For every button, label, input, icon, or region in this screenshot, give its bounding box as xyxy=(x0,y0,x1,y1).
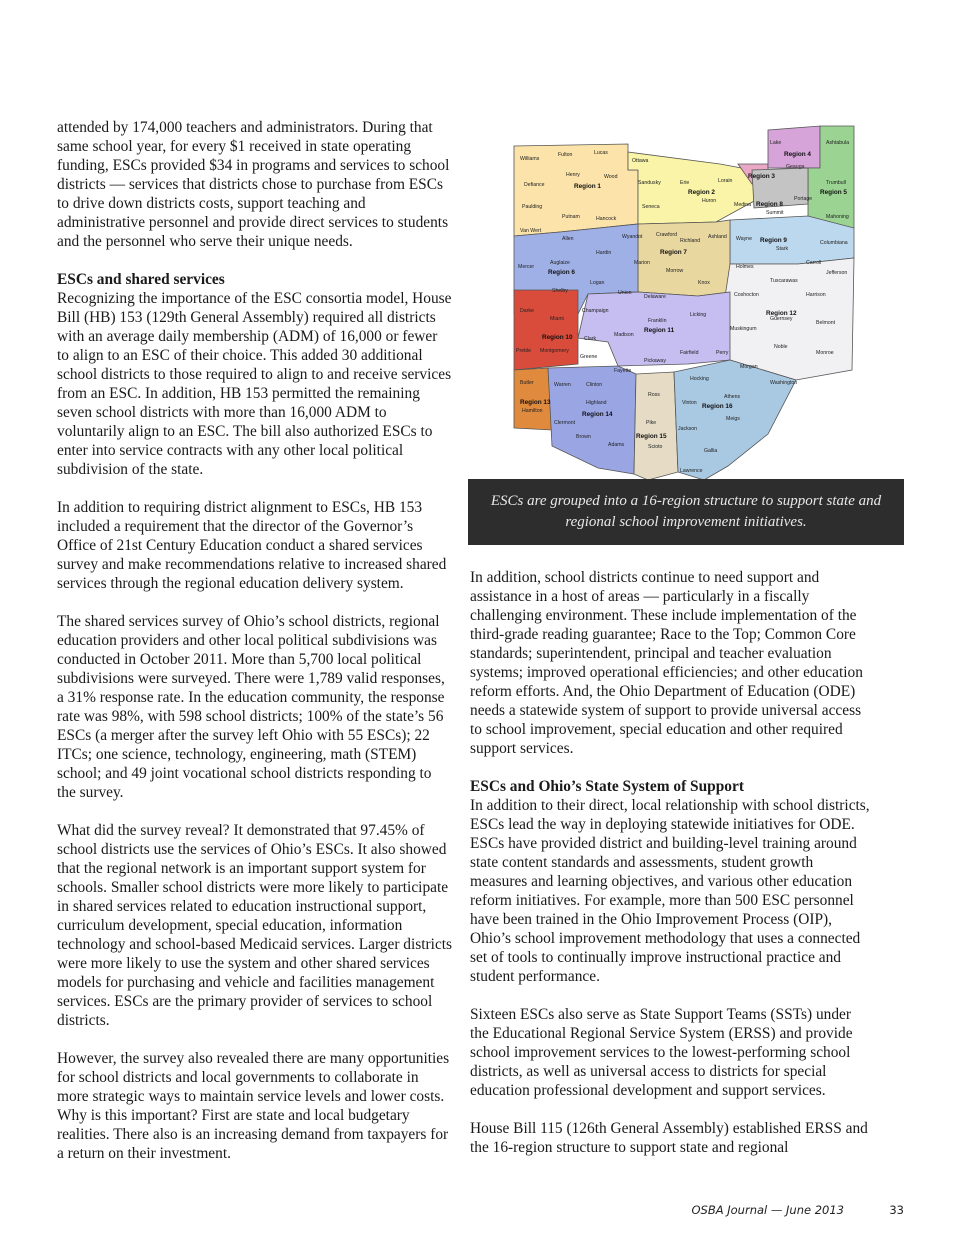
county-label: Wayne xyxy=(736,236,752,242)
region-label: Region 9 xyxy=(760,237,787,244)
county-label: Muskingum xyxy=(730,326,757,332)
county-label: Erie xyxy=(680,180,690,186)
county-label: Trumbull xyxy=(826,180,846,186)
county-label: Union xyxy=(618,290,632,296)
county-label: Guernsey xyxy=(770,316,793,322)
county-label: Coshocton xyxy=(734,292,759,298)
region-label: Region 1 xyxy=(574,183,601,190)
county-label: Carroll xyxy=(806,260,822,266)
county-label: Jefferson xyxy=(826,270,848,276)
county-label: Geauga xyxy=(786,164,805,170)
county-label: Ashtabula xyxy=(826,140,850,146)
county-label: Van Wert xyxy=(520,228,542,234)
county-label: Brown xyxy=(576,434,591,440)
county-label: Hancock xyxy=(596,216,617,222)
county-label: Clark xyxy=(584,336,597,342)
region-label: Region 12 xyxy=(766,310,797,317)
region-label: Region 10 xyxy=(542,334,573,341)
county-label: Noble xyxy=(774,344,788,350)
county-label: Auglaize xyxy=(550,260,570,266)
county-label: Jackson xyxy=(678,426,698,432)
county-label: Fairfield xyxy=(680,350,699,356)
figure-caption: ESCs are grouped into a 16-region structure to support state and regional school improvement initiatives. xyxy=(468,479,904,545)
region-label: Region 14 xyxy=(582,411,613,418)
county-label: Putnam xyxy=(562,214,580,220)
county-label: Perry xyxy=(716,350,729,356)
county-label: Medina xyxy=(734,202,752,208)
county-label: Montgomery xyxy=(540,348,569,354)
county-label: Portage xyxy=(794,196,813,202)
county-label: Hamilton xyxy=(522,408,543,414)
county-label: Hocking xyxy=(690,376,709,382)
paragraph: Recognizing the importance of the ESC consortia model, House Bill (HB) 153 (129th General Assembly) required all districts with an average daily membership (ADM) of 16,000 or fewer to align to an ESC of their choice. This added 30 additional school districts to those required to align to and receive services from an ESC. In addition, HB 153 permitted the remaining seven school districts with more than 16,000 ADM to voluntarily align to an ESC. The bill also authorized ESCs to enter into service contracts with any other local political subdivision of the state. xyxy=(57,290,452,478)
county-label: Columbiana xyxy=(820,240,848,246)
paragraph: However, the survey also revealed there are many opportunities for school districts and local governments to collaborate in more strategic ways to maintain service levels and lower costs. Why is this important? First are state and local budgetary realities. There also is an increasing demand from taxpayers for a return on their investment. xyxy=(57,1050,450,1162)
county-label: Greene xyxy=(580,354,598,360)
region-label: Region 16 xyxy=(702,403,733,410)
paragraph: In addition, school districts continue to need support and assistance in a host of areas — particularly in a fiscally challenging environment. These include implementation of the third-grade reading guarantee; Race to the Top; Common Core standards; superintendent, principal and teacher evaluation systems; improved operational efficiencies; and other education reform efforts. And, the Ohio Department of Education (ODE) needs a statewide system of support to provide universal access to school improvement, special education and other required support services. xyxy=(470,569,863,757)
paragraph: What did the survey reveal? It demonstrated that 97.45% of school districts use the services of Ohio’s ESCs. It also showed that the regional network is an important support system for schools. Smaller school districts were more likely to participate in shared services related to education instructional support, curriculum development, special education, information technology and school-based Medicaid services. Larger districts were more likely to use the system and other shared services models for purchasing and vehicle and facilities management services. ESCs are the primary provider of services to school districts. xyxy=(57,822,453,1029)
county-label: Clermont xyxy=(554,420,576,426)
county-label: Delaware xyxy=(644,294,666,300)
county-label: Ottawa xyxy=(632,158,649,164)
county-label: Harrison xyxy=(806,292,826,298)
county-label: Lawrence xyxy=(680,468,703,474)
county-label: Defiance xyxy=(524,182,545,188)
ohio-region-map xyxy=(468,124,904,479)
county-label: Darke xyxy=(520,308,534,314)
region-4-area xyxy=(768,126,820,168)
county-label: Preble xyxy=(516,348,531,354)
county-label: Licking xyxy=(690,312,707,318)
county-label: Franklin xyxy=(648,318,667,324)
region-label: Region 15 xyxy=(636,433,667,440)
county-label: Mercer xyxy=(518,264,535,270)
county-label: Morrow xyxy=(666,268,684,274)
county-label: Butler xyxy=(520,380,534,386)
region-label: Region 2 xyxy=(688,189,715,196)
county-label: Knox xyxy=(698,280,710,286)
county-label: Miami xyxy=(550,316,564,322)
page-number: 33 xyxy=(889,1203,904,1217)
county-label: Gallia xyxy=(704,448,718,454)
section-heading: ESCs and Ohio’s State System of Support xyxy=(470,778,744,795)
county-label: Highland xyxy=(586,400,607,406)
county-label: Paulding xyxy=(522,204,543,210)
region-7-area xyxy=(638,220,730,296)
county-label: Stark xyxy=(776,246,789,252)
county-label: Adams xyxy=(608,442,625,448)
page-footer xyxy=(0,1200,960,1220)
county-label: Pickaway xyxy=(644,358,666,364)
region-10-area xyxy=(514,290,578,370)
county-label: Monroe xyxy=(816,350,834,356)
right-column xyxy=(470,568,870,1176)
county-label: Fulton xyxy=(558,152,573,158)
county-label: Seneca xyxy=(642,204,660,210)
region-label: Region 11 xyxy=(644,327,675,334)
region-label: Region 6 xyxy=(548,269,575,276)
county-label: Fayette xyxy=(614,368,632,374)
county-label: Shelby xyxy=(552,288,568,294)
region-label: Region 8 xyxy=(756,201,783,208)
paragraph: attended by 174,000 teachers and administrators. During that same school year, for every $1 received in state operating funding, ESCs provided $34 in programs and services to school districts — services that districts chose to purchase from ESCs to drive down districts costs, support teaching and administrative personnel and provide direct services to students and the personnel who serve their unique needs. xyxy=(57,119,450,250)
county-label: Summit xyxy=(766,210,784,216)
county-label: Meigs xyxy=(726,416,740,422)
region-label: Region 3 xyxy=(748,173,775,180)
county-label: Vinton xyxy=(682,400,697,406)
county-label: Henry xyxy=(566,172,580,178)
section-heading: ESCs and shared services xyxy=(57,271,225,288)
county-label: Mahoning xyxy=(826,214,849,220)
county-label: Ross xyxy=(648,392,660,398)
paragraph: The shared services survey of Ohio’s school districts, regional education providers and other local political subdivisions was conducted in October 2011. More than 5,700 local political subdivisions were surveyed. There were 1,789 valid responses, a 31% response rate. In the education community, the response rate was 98%, with 598 school districts; 100% of the state’s 56 ESCs (a merger after the survey left Ohio with 55 ESCs); 22 ITCs; one science, technology, engineering, math (STEM) school; and 49 joint vocational school districts responding to the survey. xyxy=(57,613,445,801)
county-label: Scioto xyxy=(648,444,663,450)
paragraph: In addition to requiring district alignment to ESCs, HB 153 included a requirement that the director of the Governor’s Office of 21st Century Education conduct a shared services survey and make recommendations relative to increased shared services through the regional education delivery system. xyxy=(57,499,447,592)
region-label: Region 5 xyxy=(820,189,847,196)
county-label: Belmont xyxy=(816,320,836,326)
county-label: Logan xyxy=(590,280,605,286)
region-label: Region 13 xyxy=(520,399,551,406)
county-label: Hardin xyxy=(596,250,612,256)
journal-title: OSBA Journal — June 2013 xyxy=(691,1203,844,1217)
county-label: Champaign xyxy=(582,308,609,314)
county-label: Williams xyxy=(520,156,540,162)
region-label: Region 4 xyxy=(784,151,811,158)
county-label: Lake xyxy=(770,140,782,146)
ohio-region-map-figure xyxy=(468,124,904,545)
paragraph: House Bill 115 (126th General Assembly) established ERSS and the 16-region structure to support state and regional xyxy=(470,1120,868,1156)
paragraph: In addition to their direct, local relationship with school districts, ESCs lead the way in deploying statewide initiatives for ODE. ESCs have provided district and building-level training around state content standards and assessments, student growth measures and learning objectives, and various other education reform initiatives. For example, more than 500 ESC personnel have been trained in the Ohio Improvement Process (OIP), Ohio’s school improvement methodology that uses a connected set of tools to continually improve instructional practice and student performance. xyxy=(470,797,870,985)
county-label: Warren xyxy=(554,382,571,388)
county-label: Sandusky xyxy=(638,180,661,186)
left-column xyxy=(57,118,453,1182)
county-label: Holmes xyxy=(736,264,754,270)
county-label: Athens xyxy=(724,394,741,400)
county-label: Ashland xyxy=(708,234,727,240)
county-label: Wood xyxy=(604,174,618,180)
county-label: Morgan xyxy=(740,364,758,370)
county-label: Pike xyxy=(646,420,657,426)
county-label: Washington xyxy=(770,380,798,386)
paragraph: Sixteen ESCs also serve as State Support Teams (SSTs) under the Educational Regional Service System (ERSS) and provide school improvement services to the lowest-performing school districts, as well as universal access to districts for special education professional development and support services. xyxy=(470,1006,853,1099)
county-label: Richland xyxy=(680,238,701,244)
county-label: Huron xyxy=(702,198,717,204)
county-label: Lorain xyxy=(718,178,733,184)
county-label: Marion xyxy=(634,260,650,266)
county-label: Crawford xyxy=(656,232,678,238)
county-label: Tuscarawas xyxy=(770,278,798,284)
county-label: Lucas xyxy=(594,150,608,156)
county-label: Wyandot xyxy=(622,234,643,240)
county-label: Madison xyxy=(614,332,634,338)
county-label: Clinton xyxy=(586,382,603,388)
county-label: Allen xyxy=(562,236,574,242)
region-label: Region 7 xyxy=(660,249,687,256)
